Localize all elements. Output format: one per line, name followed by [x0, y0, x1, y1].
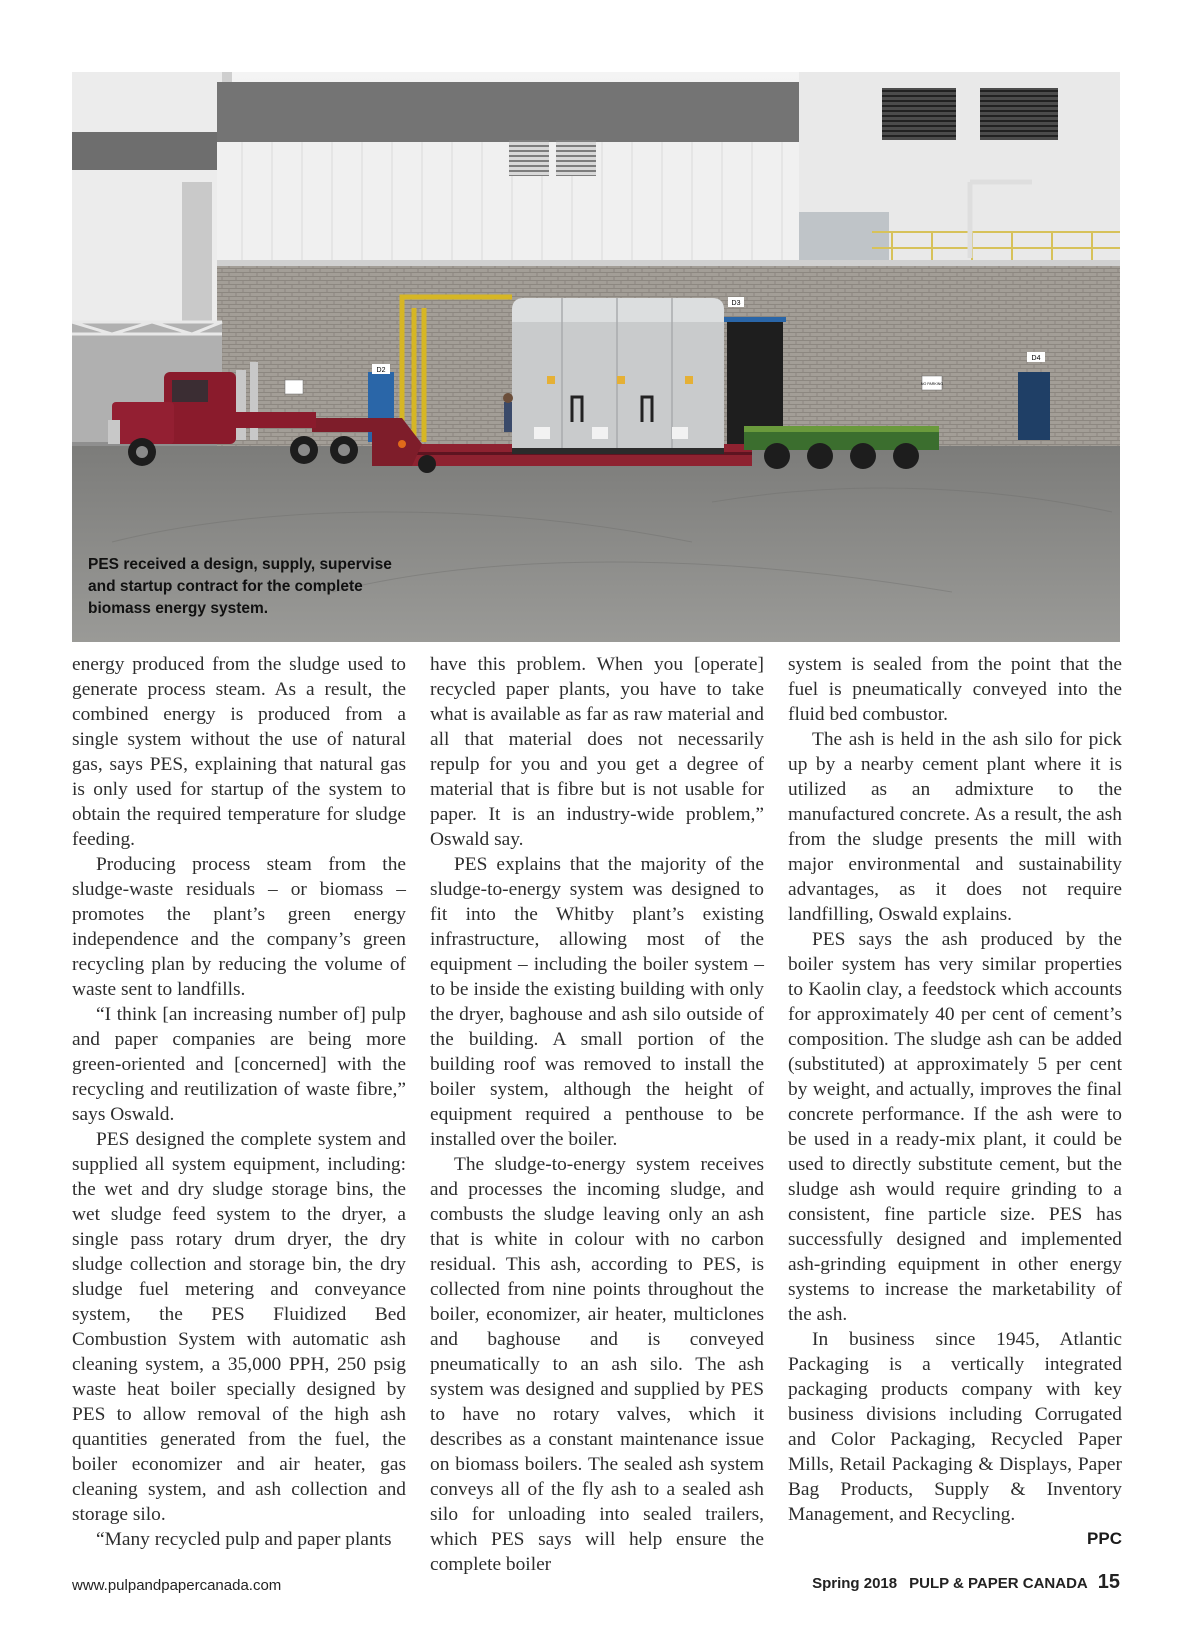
paragraph: The ash is held in the ash silo for pick up by a nearby cement plant where it is utilized as an admixture to the manufactured concrete. As a result, the ash from the sludge presents the mill with major environmental and sustainability advantages, as it does not require landfilling, Oswald explains.: [788, 729, 1122, 925]
photo-caption: PES received a design, supply, supervise and startup contract for the complete biomass energy system.: [88, 556, 392, 617]
page-footer: [72, 1568, 1120, 1594]
paragraph: system is sealed from the point that the fuel is pneumatically conveyed into the fluid bed combustor.: [788, 654, 1122, 725]
article-signoff: PPC: [1087, 1529, 1122, 1548]
article-column-2: [430, 652, 764, 1577]
paragraph: energy produced from the sludge used to generate process steam. As a result, the combined energy is produced from a single system without the use of natural gas, says PES, explaining that natural gas is only used for startup of the system to obtain the required temperature for sludge feeding.: [72, 654, 406, 850]
paragraph: PES explains that the majority of the sludge-to-energy system was designed to fit into the Whitby plant’s existing infrastructure, allowing most of the equipment – including the boiler system – to be inside the existing building with only the dryer, baghouse and ash silo outside of the building. A small portion of the building roof was removed to install the boiler system, although the height of equipment required a penthouse to be installed over the boiler.: [430, 854, 764, 1150]
article-column-3: [788, 652, 1122, 1549]
paragraph: In business since 1945, Atlantic Packaging is a vertically integrated packaging products company with key business divisions including Corrugated and Color Packaging, Recycled Paper Mills, Retail Packaging & Displays, Paper Bag Products, Supply & Inventory Management, and Recycling.: [788, 1329, 1122, 1525]
issue-date: Spring 2018: [812, 1575, 898, 1592]
article-column-1: [72, 652, 406, 1552]
blue-door-d4: [1018, 372, 1050, 440]
paragraph: “Many recycled pulp and paper plants: [96, 1529, 392, 1550]
paragraph: The sludge-to-energy system receives and processes the incoming sludge, and combusts the sludge leaving only an ash that is white in colour with no carbon residual. This ash, according to PES, is collected from nine points throughout the boiler, economizer, air heater, multiclones and baghouse and is conveyed pneumatically to an ash silo. The ash system was designed and supplied by PES to have no rotary valves, which it describes as a constant maintenance issue on biomass boilers. The sealed ash system conveys all of the fly ash to a sealed ash silo for unloading into sealed trailers, which PES says will help ensure the complete boiler: [430, 1154, 764, 1575]
paragraph: PES says the ash produced by the boiler system has very similar properties to Kaolin clay, a feedstock which accounts for approximately 40 per cent of cement’s composition. The sludge ash can be added (substituted) at approximately 5 per cent by weight, and actually, improves the final concrete performance. If the ash were to be used in a ready-mix plant, it could be used to directly substitute cement, but the sludge ash would require grinding to a consistent, fine particle size. PES has successfully designed and implemented ash-grinding equipment in other energy systems to increase the marketability of the ash.: [788, 929, 1122, 1325]
svg-text:NO PARKING: NO PARKING: [920, 382, 944, 386]
paragraph: Producing process steam from the sludge-waste residuals – or biomass – promotes the plant’s green energy independence and the company’s green recycling plan by reducing the volume of waste sent to landfills.: [72, 854, 406, 1000]
door-label-d3: D3: [731, 300, 741, 307]
door-label-d4: D4: [1031, 355, 1041, 362]
website-link[interactable]: www.pulpandpapercanada.com: [72, 1577, 282, 1594]
magazine-name: PULP & PAPER CANADA: [909, 1575, 1088, 1592]
page-number: 15: [1097, 1571, 1120, 1593]
paragraph: PES designed the complete system and supplied all system equipment, including: the wet and dry sludge storage bins, the wet sludge feed system to the dryer, a single pass rotary drum dryer, the dry sludge collection and storage bin, the dry sludge fuel metering and conveyance system, the PES Fluidized Bed Combustion System with automatic ash cleaning system, a 35,000 PPH, 250 psig waste heat boiler specially designed by PES to allow removal of the high ash quantities generated from the fuel, the boiler economizer and air heater, gas cleaning system, and ash collection and storage silo.: [72, 1129, 406, 1525]
door-label-d2: D2: [376, 367, 386, 374]
paragraph: have this problem. When you [operate] recycled paper plants, you have to take what is available as far as raw material and all that material does not necessarily repulp for you and you get a degree of material that is fibre but is not usable for paper. It is an industry-wide problem,” Oswald say.: [430, 654, 764, 850]
feature-photo: [72, 72, 1120, 642]
issue-info: [812, 1571, 1120, 1594]
boiler-module: [512, 298, 724, 454]
paragraph: “I think [an increasing number of] pulp and paper companies are being more green-oriented and [concerned] with the recycling and reutilization of waste fibre,” says Oswald.: [72, 1004, 406, 1125]
